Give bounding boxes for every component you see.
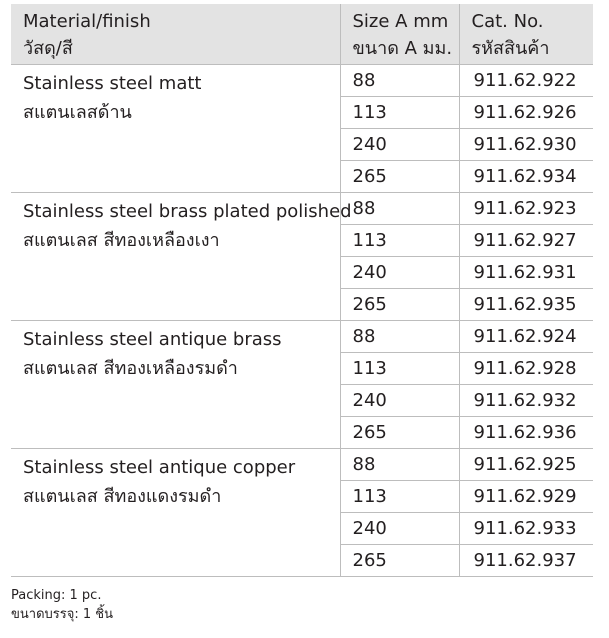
material-name-en: Stainless steel antique copper [23, 456, 296, 478]
product-spec-table [11, 4, 593, 577]
cat-no-cell: 911.62.924 [459, 320, 593, 352]
cat-no-cell: 911.62.922 [459, 64, 593, 96]
size-cell: 88 [340, 64, 459, 96]
size-cell: 240 [340, 384, 459, 416]
cat-no-cell: 911.62.933 [459, 512, 593, 544]
material-name-th: สแตนเลส สีทองแดงรมดำ [23, 485, 222, 507]
table-row [11, 320, 593, 352]
header-material [11, 4, 340, 64]
material-cell [11, 192, 352, 320]
table-row [11, 64, 593, 96]
header-material-th: วัสดุ/สี [23, 38, 73, 59]
size-cell: 88 [340, 320, 459, 352]
header-size [340, 4, 459, 64]
header-size-th: ขนาด A มม. [352, 38, 453, 59]
header-cat-th: รหัสสินค้า [471, 38, 550, 59]
material-name-th: สแตนเลส สีทองเหลืองรมดำ [23, 357, 238, 379]
material-name-en: Stainless steel antique brass [23, 328, 282, 350]
cat-no-cell: 911.62.928 [459, 352, 593, 384]
cat-no-cell: 911.62.936 [459, 416, 593, 448]
cat-no-cell: 911.62.932 [459, 384, 593, 416]
cat-no-cell: 911.62.937 [459, 544, 593, 576]
material-name-th: สแตนเลส สีทองเหลืองเงา [23, 229, 220, 251]
material-cell [11, 448, 340, 576]
cat-no-cell: 911.62.926 [459, 96, 593, 128]
size-cell: 88 [340, 192, 459, 224]
packing-note [11, 586, 113, 624]
header-row [11, 4, 593, 64]
cat-no-cell: 911.62.934 [459, 160, 593, 192]
size-cell: 265 [340, 288, 459, 320]
cat-no-cell: 911.62.929 [459, 480, 593, 512]
size-cell: 240 [340, 128, 459, 160]
material-name-en: Stainless steel brass plated polished [23, 200, 352, 222]
material-cell [11, 64, 340, 192]
header-cat [459, 4, 593, 64]
size-cell: 113 [340, 352, 459, 384]
cat-no-cell: 911.62.931 [459, 256, 593, 288]
size-cell: 265 [340, 160, 459, 192]
cat-no-cell: 911.62.935 [459, 288, 593, 320]
cat-no-cell: 911.62.930 [459, 128, 593, 160]
size-cell: 265 [340, 544, 459, 576]
size-cell: 240 [340, 512, 459, 544]
size-cell: 240 [340, 256, 459, 288]
header-material-en: Material/finish [23, 11, 151, 32]
header-cat-en: Cat. No. [471, 11, 544, 32]
size-cell: 113 [340, 96, 459, 128]
packing-note-th: ขนาดบรรจุ: 1 ชิ้น [11, 607, 113, 622]
packing-note-en: Packing: 1 pc. [11, 588, 102, 603]
material-name-en: Stainless steel matt [23, 72, 202, 94]
material-cell [11, 320, 340, 448]
cat-no-cell: 911.62.927 [459, 224, 593, 256]
table-body [11, 64, 593, 576]
size-cell: 113 [340, 224, 459, 256]
table-row [11, 192, 593, 224]
cat-no-cell: 911.62.923 [459, 192, 593, 224]
size-cell: 113 [340, 480, 459, 512]
table-row [11, 448, 593, 480]
size-cell: 265 [340, 416, 459, 448]
material-name-th: สแตนเลสด้าน [23, 101, 132, 123]
table-header [11, 4, 593, 64]
cat-no-cell: 911.62.925 [459, 448, 593, 480]
header-size-en: Size A mm [352, 11, 449, 32]
size-cell: 88 [340, 448, 459, 480]
